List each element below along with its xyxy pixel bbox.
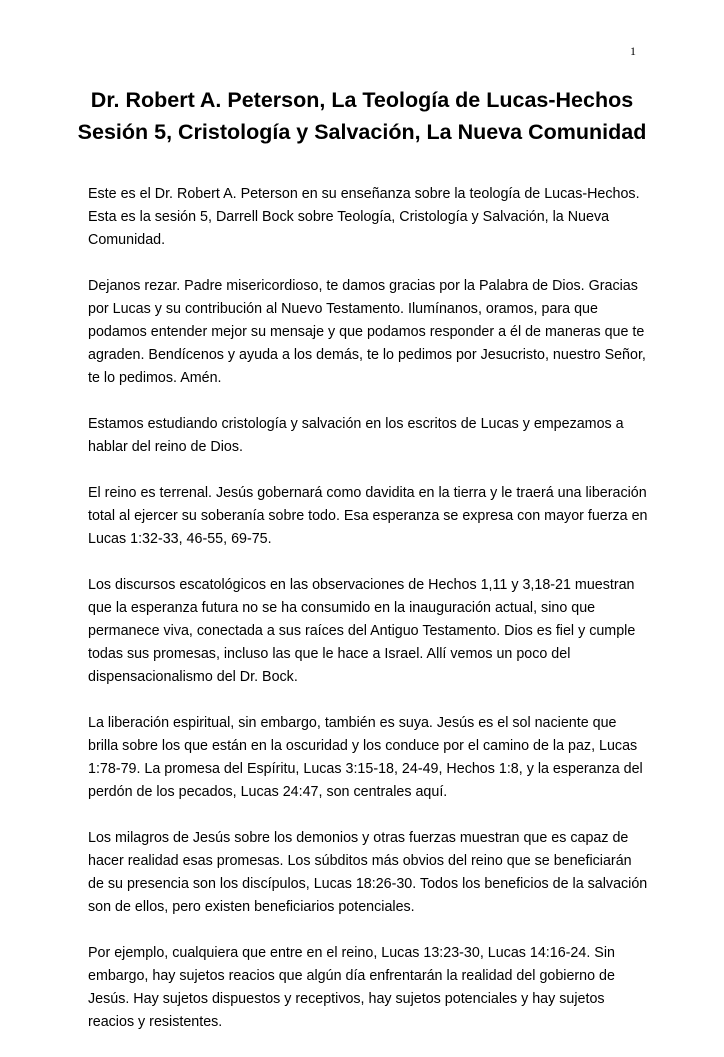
paragraph-subjects: Por ejemplo, cualquiera que entre en el reino, Lucas 13:23-30, Lucas 14:16-24. Sin embargo, hay sujetos reacios que algún día enfrentarán la realidad del gobierno de Jesús. Hay sujetos dispuestos y receptivos, hay sujetos potenciales y hay sujetos reacios y resistentes.: [88, 945, 615, 1030]
document-title: [60, 84, 664, 148]
paragraph-study-topic: Estamos estudiando cristología y salvación en los escritos de Lucas y empezamos a hablar del reino de Dios.: [88, 416, 624, 455]
title-line-2: Sesión 5, Cristología y Salvación, La Nueva Comunidad: [77, 120, 647, 144]
paragraph-miracles: Los milagros de Jesús sobre los demonios y otras fuerzas muestran que es capaz de hacer realidad esas promesas. Los súbditos más obvios del reino que se beneficiarán de su presencia son los discípulos, Lucas 18:26-30. Todos los beneficios de la salvación son de ellos, pero existen beneficiarios potenciales.: [88, 830, 648, 915]
paragraph-intro: Este es el Dr. Robert A. Peterson en su enseñanza sobre la teología de Lucas-Hechos. Esta es la sesión 5, Darrell Bock sobre Teología, Cristología y Salvación, la Nueva Comunidad.: [88, 186, 640, 248]
paragraph-spiritual-liberation: La liberación espiritual, sin embargo, también es suya. Jesús es el sol naciente que brilla sobre los que están en la oscuridad y los conduce por el camino de la paz, Lucas 1:78-79. La promesa del Espíritu, Lucas 3:15-18, 24-49, Hechos 1:8, y la esperanza del perdón de los pecados, Lucas 24:47, son centrales aquí.: [88, 715, 643, 800]
paragraph-prayer: Dejanos rezar. Padre misericordioso, te damos gracias por la Palabra de Dios. Gracias por Lucas y su contribución al Nuevo Testamento. Ilumínanos, oramos, para que podamos entender mejor su mensaje y que podamos responder a él de maneras que te agraden. Bendícenos y ayuda a los demás, te lo pedimos por Jesucristo, nuestro Señor, te lo pedimos. Amén.: [88, 278, 646, 386]
paragraph-earthly-kingdom: El reino es terrenal. Jesús gobernará como davidita en la tierra y le traerá una liberación total al ejercer su soberanía sobre todo. Esa esperanza se expresa con mayor fuerza en Lucas 1:32-33, 46-55, 69-75.: [88, 485, 648, 547]
page-number: 1: [630, 44, 636, 58]
title-line-1: Dr. Robert A. Peterson, La Teología de Lucas-Hechos: [90, 88, 634, 112]
document-body: [88, 183, 648, 1057]
paragraph-eschatological-discourses: Los discursos escatológicos en las observaciones de Hechos 1,11 y 3,18-21 muestran que la esperanza futura no se ha consumido en la inauguración actual, sino que permanece viva, conectada a sus raíces del Antiguo Testamento. Dios es fiel y cumple todas sus promesas, incluso las que le hace a Israel. Allí vemos un poco del dispensacionalismo del Dr. Bock.: [88, 577, 636, 685]
